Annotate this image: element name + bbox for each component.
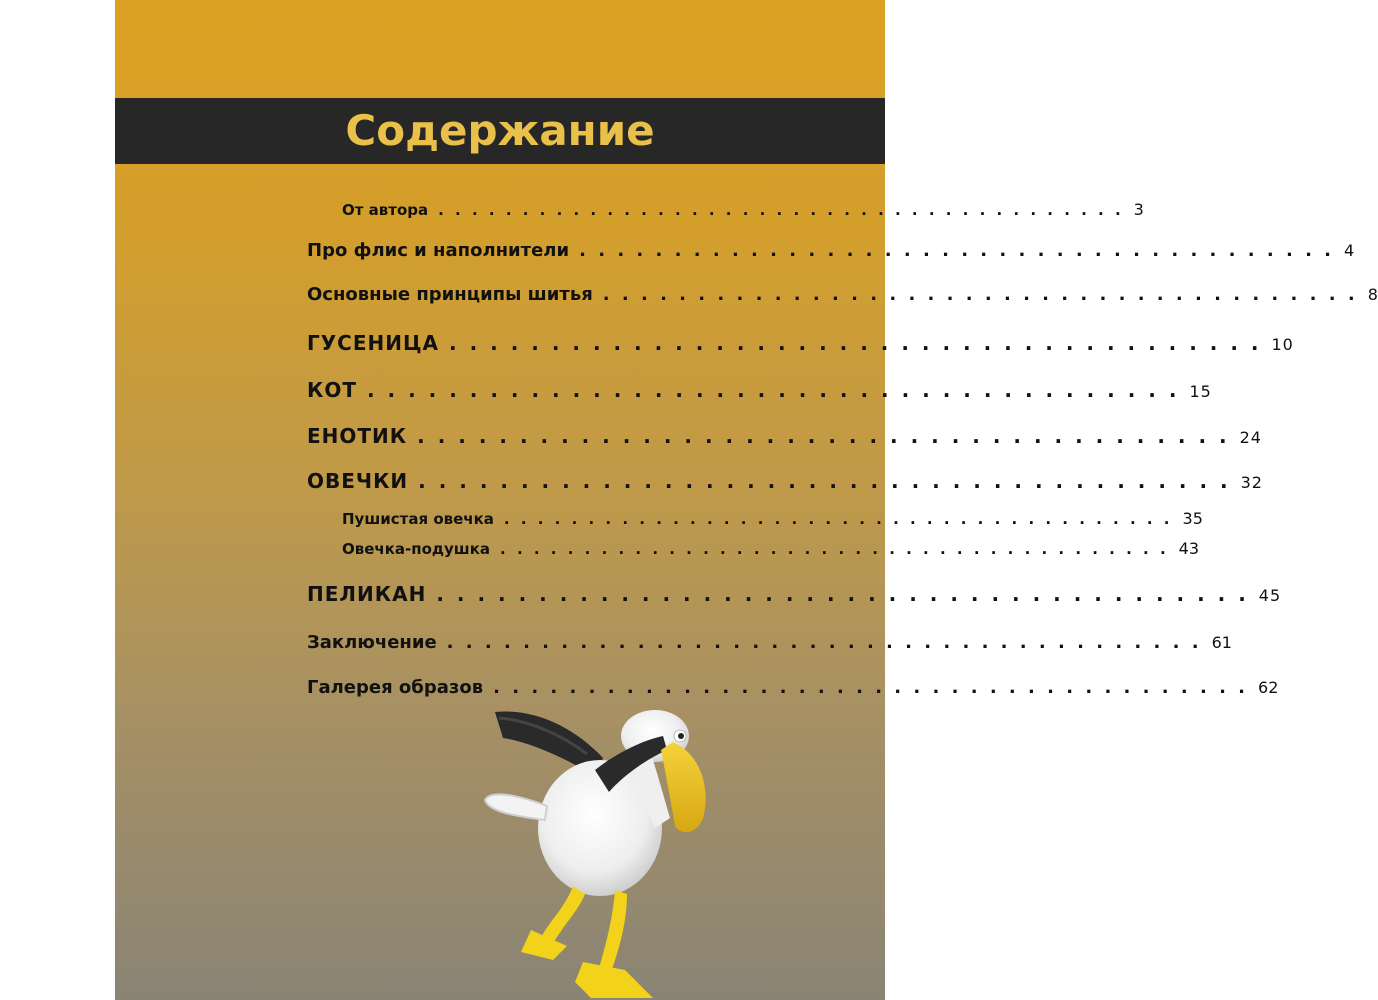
toc-entry-raccoon[interactable] xyxy=(307,424,1262,448)
toc-entry-title: Овечка-подушка xyxy=(342,540,491,558)
dot-leader: . . . . . . . . . . . . . . . . . . . . . . . . . . . . . . . . . . . . . . . . xyxy=(418,469,1231,493)
dot-leader: . . . . . . . . . . . . . . . . . . . . . . . . . . . . . . . . . . . . . . . . xyxy=(503,510,1173,528)
pelican-toy-image xyxy=(475,698,735,1000)
toc-entry-title: Основные принципы шитья xyxy=(307,284,593,305)
toc-entry-page: 3 xyxy=(1133,200,1144,219)
toc-entry-caterpillar[interactable] xyxy=(307,331,1294,355)
toc-entry-title: ЕНОТИК xyxy=(307,424,408,448)
dot-leader: . . . . . . . . . . . . . . . . . . . . . . . . . . . . . . . . . . . . . . . . xyxy=(417,424,1230,448)
dot-leader: . . . . . . . . . . . . . . . . . . . . . . . . . . . . . . . . . . . . . . . . xyxy=(500,540,1169,558)
toc-entry-title: ОВЕЧКИ xyxy=(307,469,409,493)
toc-entry-fleece[interactable] xyxy=(307,240,1355,261)
dot-leader: . . . . . . . . . . . . . . . . . . . . . . . . . . . . . . . . . . . . . . . . xyxy=(493,677,1249,698)
dot-leader: . . . . . . . . . . . . . . . . . . . . . . . . . . . . . . . . . . . . . . . . . xyxy=(438,201,1124,219)
toc-entry-from-author[interactable] xyxy=(342,200,1144,219)
dot-leader: . . . . . . . . . . . . . . . . . . . . . . . . . . . . . . . . . . . . . . . . xyxy=(449,331,1262,355)
toc-entry-conclusion[interactable] xyxy=(307,632,1232,653)
dot-leader: . . . . . . . . . . . . . . . . . . . . . . . . . . . . . . . . . . . . . . . . xyxy=(602,284,1358,305)
toc-entry-title: Пушистая овечка xyxy=(342,510,494,528)
toc-entry-page: 15 xyxy=(1189,382,1212,401)
toc-entry-page: 10 xyxy=(1271,335,1294,354)
toc-entry-pelican[interactable] xyxy=(307,582,1282,606)
right-foot-shape xyxy=(575,962,653,998)
toc-entry-page: 43 xyxy=(1178,539,1200,558)
right-leg-shape xyxy=(599,890,627,972)
dot-leader: . . . . . . . . . . . . . . . . . . . . . . . . . . . . . . . . . . . . . . . . xyxy=(436,582,1249,606)
toc-entry-title: Заключение xyxy=(307,632,437,653)
toc-entry-page: 61 xyxy=(1211,633,1232,652)
toc-entry-title: ПЕЛИКАН xyxy=(307,582,427,606)
left-leg-shape xyxy=(541,886,585,944)
toc-entry-sheep[interactable] xyxy=(307,469,1263,493)
toc-entry-gallery[interactable] xyxy=(307,677,1279,698)
toc-entry-page: 8 xyxy=(1367,285,1378,304)
white-wing-shape xyxy=(485,794,547,820)
toc-entry-title: Про флис и наполнители xyxy=(307,240,570,261)
dot-leader: . . . . . . . . . . . . . . . . . . . . . . . . . . . . . . . . . . . . . . . . xyxy=(446,632,1202,653)
book-page xyxy=(115,0,1378,1000)
toc-entry-page: 62 xyxy=(1258,678,1279,697)
toc-entry-page: 4 xyxy=(1344,241,1355,260)
toc-entry-page: 45 xyxy=(1258,586,1282,605)
toc-entry-page: 35 xyxy=(1182,509,1203,528)
toc-entry-title: Галерея образов xyxy=(307,677,484,698)
toc-entry-sheep-pillow[interactable] xyxy=(342,539,1200,558)
toc-entry-fluffy-sheep[interactable] xyxy=(342,509,1203,528)
dot-leader: . . . . . . . . . . . . . . . . . . . . . . . . . . . . . . . . . . . . . . . . xyxy=(367,378,1180,402)
toc-entry-title: КОТ xyxy=(307,378,357,402)
toc-entry-title: От автора xyxy=(342,201,429,219)
toc-entry-page: 32 xyxy=(1240,473,1263,492)
dot-leader: . . . . . . . . . . . . . . . . . . . . . . . . . . . . . . . . . . . . . . . . xyxy=(579,240,1335,261)
toc-entry-cat[interactable] xyxy=(307,378,1212,402)
toc-entry-page: 24 xyxy=(1239,428,1262,447)
page-title: Содержание xyxy=(345,106,655,155)
toc-entry-sewing-principles[interactable] xyxy=(307,284,1378,305)
toc-entry-title: ГУСЕНИЦА xyxy=(307,331,440,355)
